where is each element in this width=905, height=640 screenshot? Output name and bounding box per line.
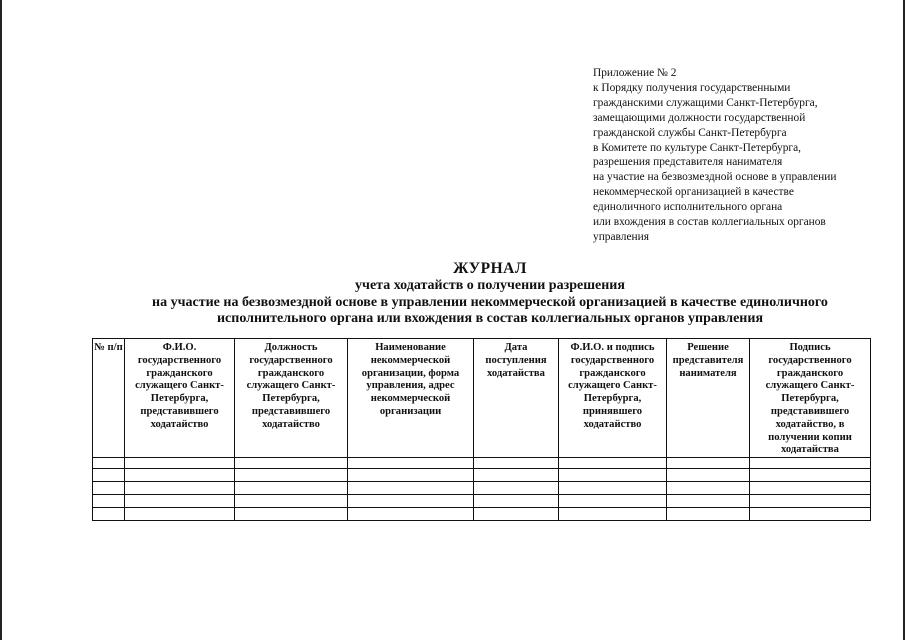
table-cell (474, 495, 559, 508)
table-cell (474, 482, 559, 495)
table-cell (125, 495, 235, 508)
table-cell (559, 458, 667, 469)
header-date: Дата поступления ходатайства (474, 339, 559, 458)
table-cell (235, 469, 348, 482)
appendix-line: Приложение № 2 (593, 67, 677, 79)
header-number: № п/п (93, 339, 125, 458)
appendix-line: к Порядку получения государственными (593, 81, 791, 94)
title-main: ЖУРНАЛ (453, 260, 527, 277)
title-line-3: исполнительного органа или вхождения в состав коллегиальных органов управления (216, 311, 764, 326)
table-cell (348, 458, 474, 469)
table-cell (667, 458, 750, 469)
header-signature: Подпись государственного гражданского служащего Санкт-Петербурга, представившего ходатайство, в получении копии ходатайства (750, 339, 871, 458)
table-cell (93, 458, 125, 469)
table-cell (667, 495, 750, 508)
appendix-line: некоммерческой организацией в качестве (593, 186, 794, 199)
header-receiver: Ф.И.О. и подпись государственного гражданского служащего Санкт-Петербурга, принявшего ходатайство (559, 339, 667, 458)
table-cell (348, 482, 474, 495)
scan-left-edge (0, 0, 2, 640)
table-cell (474, 458, 559, 469)
appendix-note (593, 66, 893, 245)
table-cell (559, 469, 667, 482)
table-cell (93, 495, 125, 508)
appendix-line: управления (593, 230, 649, 243)
table-row (93, 482, 871, 495)
table-cell (474, 508, 559, 521)
appendix-line: в Комитете по культуре Санкт-Петербурга, (593, 141, 801, 154)
appendix-line: или вхождения в состав коллегиальных органов (593, 216, 826, 229)
table-cell (235, 508, 348, 521)
table-cell (559, 482, 667, 495)
table-cell (125, 458, 235, 469)
table-cell (125, 508, 235, 521)
header-fio: Ф.И.О. государственного гражданского служащего Санкт-Петербурга, представившего ходатайство (125, 339, 235, 458)
table-cell (93, 482, 125, 495)
table-row (93, 495, 871, 508)
table-cell (750, 495, 871, 508)
table-cell (750, 469, 871, 482)
title-line-1: учета ходатайств о получении разрешения (355, 278, 625, 293)
table-row (93, 508, 871, 521)
appendix-line: единоличного исполнительного органа (593, 201, 783, 214)
table-cell (348, 469, 474, 482)
appendix-line: гражданской службы Санкт-Петербурга (593, 126, 787, 139)
table-cell (235, 458, 348, 469)
table-cell (125, 482, 235, 495)
table-cell (750, 508, 871, 521)
journal-table (92, 338, 871, 521)
title-line-2: на участие на безвозмездной основе в управлении некоммерческой организацией в качестве единоличного (152, 294, 828, 310)
header-organization: Наименование некоммерческой организации, форма управления, адрес некоммерческой организации (348, 339, 474, 458)
table-row (93, 469, 871, 482)
appendix-line: гражданскими служащими Санкт-Петербурга, (593, 96, 818, 109)
table-cell (559, 495, 667, 508)
table-cell (667, 508, 750, 521)
table-row (93, 458, 871, 469)
table-header-row (93, 339, 871, 458)
table-cell (750, 458, 871, 469)
table-cell (93, 508, 125, 521)
table-cell (125, 469, 235, 482)
table-cell (93, 469, 125, 482)
table-cell (348, 495, 474, 508)
header-decision: Решение представителя нанимателя (667, 339, 750, 458)
table-cell (474, 469, 559, 482)
table-cell (348, 508, 474, 521)
table-cell (235, 495, 348, 508)
header-position: Должность государственного гражданского служащего Санкт-Петербурга, представившего ходатайство (235, 339, 348, 458)
appendix-line: разрешения представителя нанимателя (593, 156, 783, 169)
document-title (80, 260, 900, 328)
table-cell (559, 508, 667, 521)
appendix-line: замещающими должности государственной (593, 111, 806, 124)
table-cell (667, 469, 750, 482)
table-cell (235, 482, 348, 495)
appendix-line: на участие на безвозмездной основе в управлении (593, 171, 837, 184)
table-cell (750, 482, 871, 495)
table-cell (667, 482, 750, 495)
